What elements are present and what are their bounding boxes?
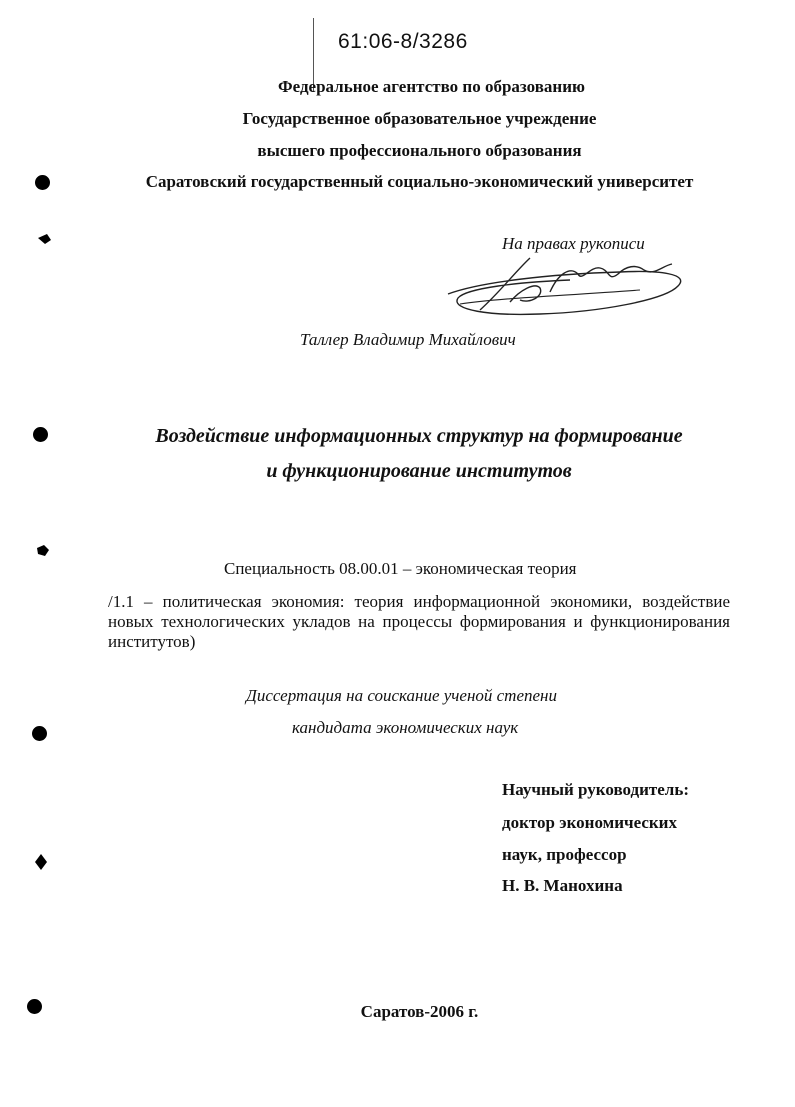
- place-year: Саратов-2006 г.: [360, 1002, 479, 1021]
- supervisor-title-1: доктор экономических: [502, 813, 677, 832]
- header-line-2: Государственное образовательное учреждение: [242, 109, 597, 128]
- supervisor-name: Н. В. Манохина: [502, 876, 623, 895]
- archive-code: 61:06-8/3286: [338, 30, 468, 53]
- supervisor-label: Научный руководитель:: [502, 780, 689, 799]
- title-line-1: Воздействие информационных структур на формирование: [155, 425, 683, 447]
- degree-line-1: Диссертация на соискание ученой степени: [246, 686, 557, 705]
- punch-hole-4: [27, 999, 42, 1014]
- margin-mark-1: [37, 232, 53, 246]
- header-line-3: высшего профессионального образования: [257, 141, 582, 160]
- header-line-1: Федеральное агентство по образованию: [278, 77, 585, 96]
- degree-line-2: кандидата экономических наук: [292, 718, 519, 737]
- margin-mark-3: [33, 853, 49, 871]
- punch-hole-2: [33, 427, 48, 442]
- punch-hole-1: [35, 175, 50, 190]
- specialty: Специальность 08.00.01 – экономическая теория: [224, 559, 577, 578]
- author-name: Таллер Владимир Михайлович: [300, 330, 516, 349]
- supervisor-title-2: наук, профессор: [502, 845, 627, 864]
- punch-hole-3: [32, 726, 47, 741]
- signature-icon: [440, 252, 695, 324]
- margin-mark-2: [35, 544, 51, 558]
- header-line-4: Саратовский государственный социально-экономический университет: [145, 172, 694, 191]
- manuscript-note: На правах рукописи: [502, 234, 645, 253]
- title-line-2: и функционирование институтов: [266, 460, 572, 482]
- specialization: /1.1 – политическая экономия: теория информационной экономики, воздействие новых технологических укладов на процессы формирования и функционирования институтов): [108, 592, 730, 651]
